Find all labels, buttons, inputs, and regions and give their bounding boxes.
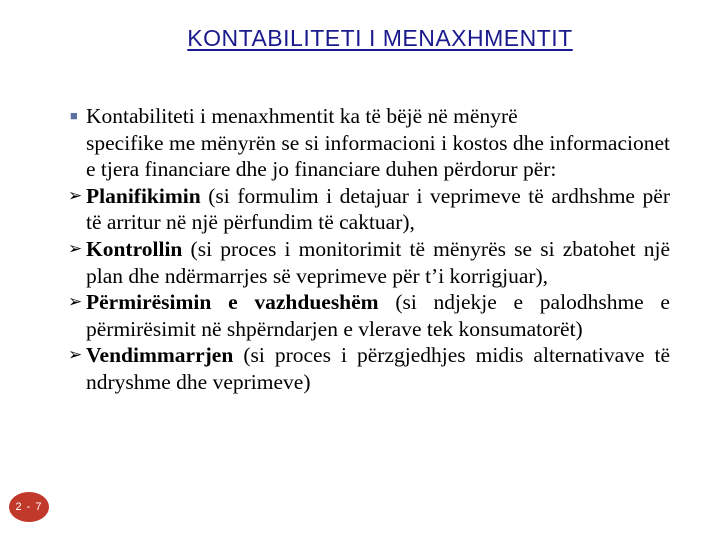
intro-body-text: specifike me mënyrën se si informacioni i kostos dhe informacionet e tjera financiare dhe jo financiare duhen përdorur për: [86, 130, 670, 182]
item-description: (si ndjekje e palodhshme e përmirësimit në shpërndarjen e vlerave tek konsumatorët) [86, 290, 670, 341]
slide-content [70, 103, 670, 396]
intro-lead-text: Kontabiliteti i menaxhmentit ka të bëjë në mënyrë [86, 104, 518, 128]
arrow-bullet-icon: ➢ [68, 238, 83, 259]
intro-paragraph [70, 103, 670, 183]
page-title: KONTABILITETI I MENAXHMENTIT [187, 25, 573, 51]
list-item-decision-making [70, 342, 670, 395]
arrow-bullet-icon: ➢ [68, 345, 83, 366]
arrow-bullet-icon: ➢ [68, 292, 83, 313]
bullet-icon: ■ [70, 108, 78, 123]
list-item-improvement [70, 289, 670, 342]
list-item-planning [70, 183, 670, 236]
item-term: Planifikimin [86, 183, 201, 208]
item-term: Kontrollin [86, 236, 183, 261]
item-term: Përmirësimin e vazhdueshëm [86, 290, 379, 315]
arrow-bullet-icon: ➢ [68, 185, 83, 206]
item-term: Vendimmarrjen [86, 343, 234, 368]
item-description: (si formulim i detajuar i veprimeve të ardhshme për të arritur në një përfundim të caktuar), [86, 183, 670, 235]
slide-number-badge: 2 - 7 [9, 492, 49, 522]
list-item-control [70, 236, 670, 289]
item-description: (si proces i monitorimit të mënyrës se si zbatohet një plan dhe ndërmarrjes së veprimeve për t’i korrigjuar), [86, 236, 670, 288]
item-description: (si proces i përzgjedhjes midis alternativave të ndryshme dhe veprimeve) [86, 343, 670, 394]
